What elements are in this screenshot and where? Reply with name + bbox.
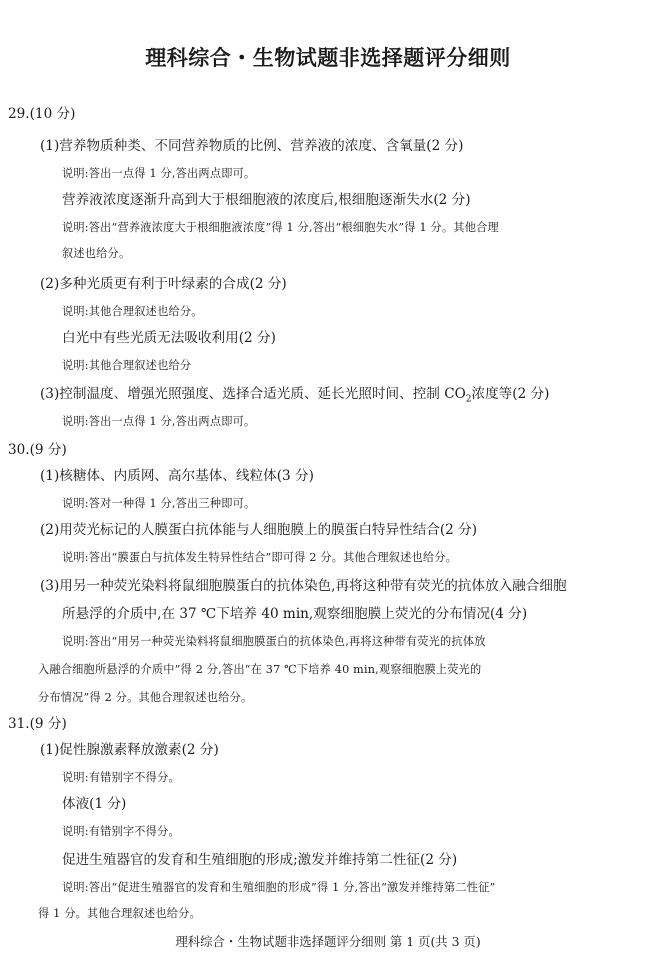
q30-answer-3-line1: (3)用另一种荧光染料将鼠细胞膜蛋白的抗体染色,再将这种带有荧光的抗体放入融合细胞: [40, 578, 567, 594]
q31-note-1c-line2: 得 1 分。其他合理叙述也给分。: [38, 907, 201, 920]
page-title: 理科综合・生物试题非选择题评分细则: [145, 46, 511, 70]
q29-note-1b-line1: 说明:答出“营养液浓度大于根细胞液浓度”得 1 分,答出“根细胞失水”得 1 分。其他合理: [62, 221, 499, 234]
q30-answer-3-line2: 所悬浮的介质中,在 37 ℃下培养 40 min,观察细胞膜上荧光的分布情况(4 分): [62, 606, 528, 622]
q31-note-1c-line1: 说明:答出“促进生殖器官的发育和生殖细胞的形成”得 1 分,答出“激发并维持第二性征”: [62, 881, 496, 894]
q31-note-1b: 说明:有错别字不得分。: [62, 825, 180, 838]
page-footer: 理科综合・生物试题非选择题评分细则 第 1 页(共 3 页): [175, 934, 481, 949]
question-29-heading: 29.(10 分): [8, 106, 76, 122]
q29-note-2: 说明:其他合理叙述也给分。: [62, 305, 203, 318]
q29-note-3: 说明:答出一点得 1 分,答出两点即可。: [62, 415, 256, 428]
q29-note-2b: 说明:其他合理叙述也给分: [62, 359, 192, 372]
q31-answer-1b: 体液(1 分): [62, 796, 127, 812]
q30-answer-1: (1)核糖体、内质网、高尔基体、线粒体(3 分): [40, 468, 314, 484]
q29-answer-1: (1)营养物质种类、不同营养物质的比例、营养液的浓度、含氧量(2 分): [40, 138, 464, 154]
q30-note-1: 说明:答对一种得 1 分,答出三种即可。: [62, 497, 256, 510]
q31-answer-1c: 促进生殖器官的发育和生殖细胞的形成;激发并维持第二性征(2 分): [62, 852, 458, 868]
q29-answer-3: [40, 384, 549, 410]
question-31-heading: 31.(9 分): [8, 716, 67, 732]
q29-answer-2b: 白光中有些光质无法吸收利用(2 分): [62, 330, 276, 346]
question-30-heading: 30.(9 分): [8, 442, 67, 458]
q29-note-1b-line2: 叙述也给分。: [62, 247, 131, 260]
q31-answer-1: (1)促性腺激素释放激素(2 分): [40, 742, 219, 758]
q30-note-2: 说明:答出“膜蛋白与抗体发生特异性结合”即可得 2 分。其他合理叙述也给分。: [62, 551, 458, 564]
co2-subscript: 2: [465, 394, 472, 405]
q29-answer-3-text-end: 浓度等(2 分): [471, 386, 550, 402]
q29-answer-2: (2)多种光质更有利于叶绿素的合成(2 分): [40, 276, 287, 292]
q30-answer-2: (2)用荧光标记的人膜蛋白抗体能与人细胞膜上的膜蛋白特异性结合(2 分): [40, 522, 478, 538]
q30-note-3-line3: 分布情况”得 2 分。其他合理叙述也给分。: [38, 691, 253, 704]
q30-note-3-line2: 入融合细胞所悬浮的介质中”得 2 分,答出“在 37 ℃下培养 40 min,观察细胞膜上荧光的: [38, 663, 482, 676]
q29-answer-1b: 营养液浓度逐渐升高到大于根细胞液的浓度后,根细胞逐渐失水(2 分): [62, 192, 471, 208]
q29-note-1: 说明:答出一点得 1 分,答出两点即可。: [62, 167, 256, 180]
q30-note-3-line1: 说明:答出“用另一种荧光染料将鼠细胞膜蛋白的抗体染色,再将这种带有荧光的抗体放: [62, 635, 486, 648]
q29-answer-3-text: (3)控制温度、增强光照强度、选择合适光质、延长光照时间、控制 CO: [40, 386, 466, 402]
q31-note-1: 说明:有错别字不得分。: [62, 771, 180, 784]
